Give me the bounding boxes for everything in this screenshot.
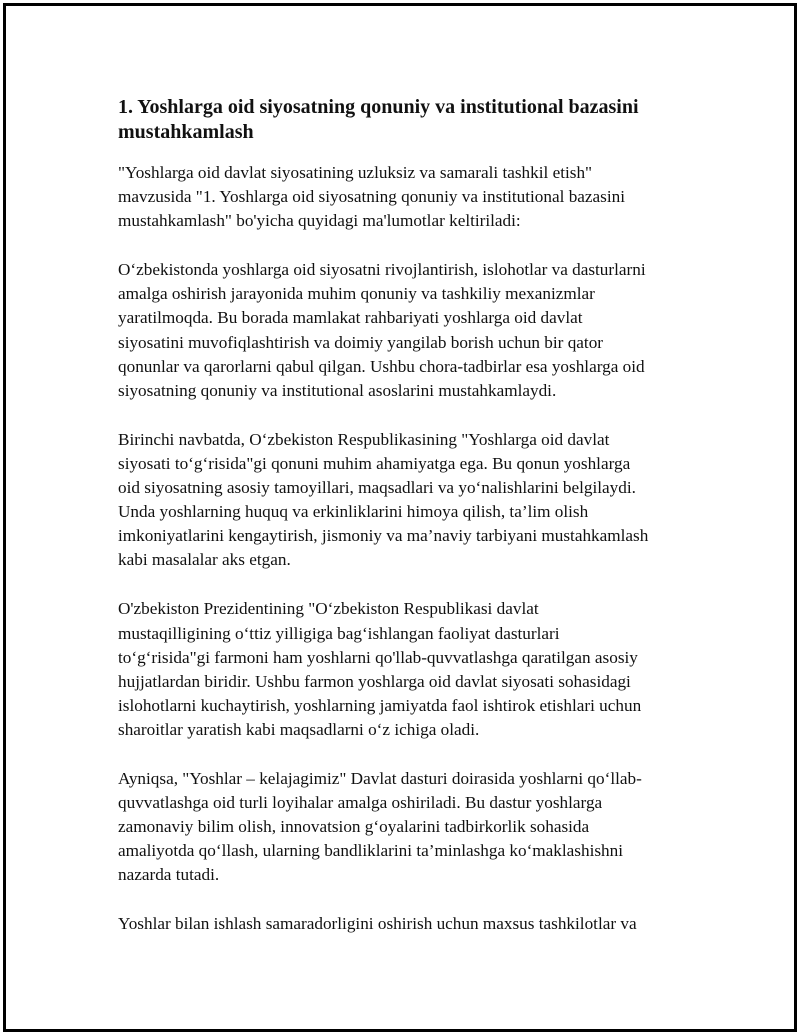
paragraph-line: to‘g‘risida"gi farmoni ham yoshlarni qo'llab-quvvatlashga qaratilgan asosiy [118,647,638,667]
paragraph-line: "Yoshlarga oid davlat siyosatining uzluksiz va samarali tashkil etish" [118,163,593,182]
paragraph-line: mustaqilligining o‘ttiz yilligiga bag‘ishlangan faoliyat dasturlari [118,623,560,643]
paragraph-line: Ayniqsa, "Yoshlar – kelajagimiz" Davlat dasturi doirasida yoshlarni qo‘llab- [118,768,642,788]
paragraph-line: Birinchi navbatda, O‘zbekiston Respublikasining "Yoshlarga oid davlat [118,429,610,449]
paragraph-line: Unda yoshlarning huquq va erkinliklarini himoya qilish, ta’lim olish [118,502,589,522]
paragraph-3 [118,428,718,573]
paragraph-line: Yoshlar bilan ishlash samaradorligini oshirish uchun maxsus tashkilotlar va [118,914,637,934]
paragraph-line: kabi masalalar aks etgan. [118,550,291,570]
paragraph-line: siyosatini muvofiqlashtirish va doimiy yangilab borish uchun bir qator [118,332,604,352]
paragraph-line: zamonaviy bilim olish, innovatsion g‘oyalarini tadbirkorlik sohasida [118,817,590,837]
paragraph-line: mavzusida "1. Yoshlarga oid siyosatning qonuniy va institutional bazasini [118,187,626,207]
paragraph-line: islohotlarni kuchaytirish, yoshlarning jamiyatda faol ishtirok etishlari uchun [118,695,642,715]
section-heading-line: 1. Yoshlarga oid siyosatning qonuniy va institutional bazasini [118,96,639,118]
paragraph-line: siyosatning qonuniy va institutional asoslarini mustahkamlaydi. [118,380,557,400]
paragraph-5 [118,767,718,887]
paragraph-line: quvvatlashga oid turli loyihalar amalga oshiriladi. Bu dastur yoshlarga [118,793,603,813]
paragraph-line: mustahkamlash" bo'yicha quyidagi ma'lumotlar keltiriladi: [118,211,521,231]
paragraph-line: nazarda tutadi. [118,865,220,885]
section-heading-line: mustahkamlash [118,121,254,143]
paragraph-line: sharoitlar yaratish kabi maqsadlarni o‘z ichiga oladi. [118,719,480,739]
paragraph-line: yaratilmoqda. Bu borada mamlakat rahbariyati yoshlarga oid davlat [118,308,583,328]
paragraph-6 [118,912,718,936]
paragraph-2 [118,258,718,403]
section-heading [118,95,718,145]
paragraph-line: amaliyotda qo‘llash, ularning bandliklarini ta’minlashga ko‘maklashishni [118,841,624,861]
paragraph-line: siyosati to‘g‘risida"gi qonuni muhim ahamiyatga ega. Bu qonun yoshlarga [118,453,631,473]
paragraph-line: qonunlar va qarorlarni qabul qilgan. Ushbu chora-tadbirlar esa yoshlarga oid [118,356,645,376]
paragraph-line: O'zbekiston Prezidentining "O‘zbekiston Respublikasi davlat [118,599,539,619]
paragraph-line: hujjatlardan biridir. Ushbu farmon yoshlarga oid davlat siyosati sohasidagi [118,671,631,691]
paragraph-intro [118,161,718,233]
paragraph-line: imkoniyatlarini kengaytirish, jismoniy va ma’naviy tarbiyani mustahkamlash [118,526,649,546]
paragraph-line: oid siyosatning asosiy tamoyillari, maqsadlari va yo‘nalishlarini belgilaydi. [118,478,636,498]
document-body [118,95,718,937]
paragraph-4 [118,597,718,742]
paragraph-line: amalga oshirish jarayonida muhim qonuniy va tashkiliy mexanizmlar [118,284,595,304]
paragraph-line: O‘zbekistonda yoshlarga oid siyosatni rivojlantirish, islohotlar va dasturlarni [118,260,646,280]
